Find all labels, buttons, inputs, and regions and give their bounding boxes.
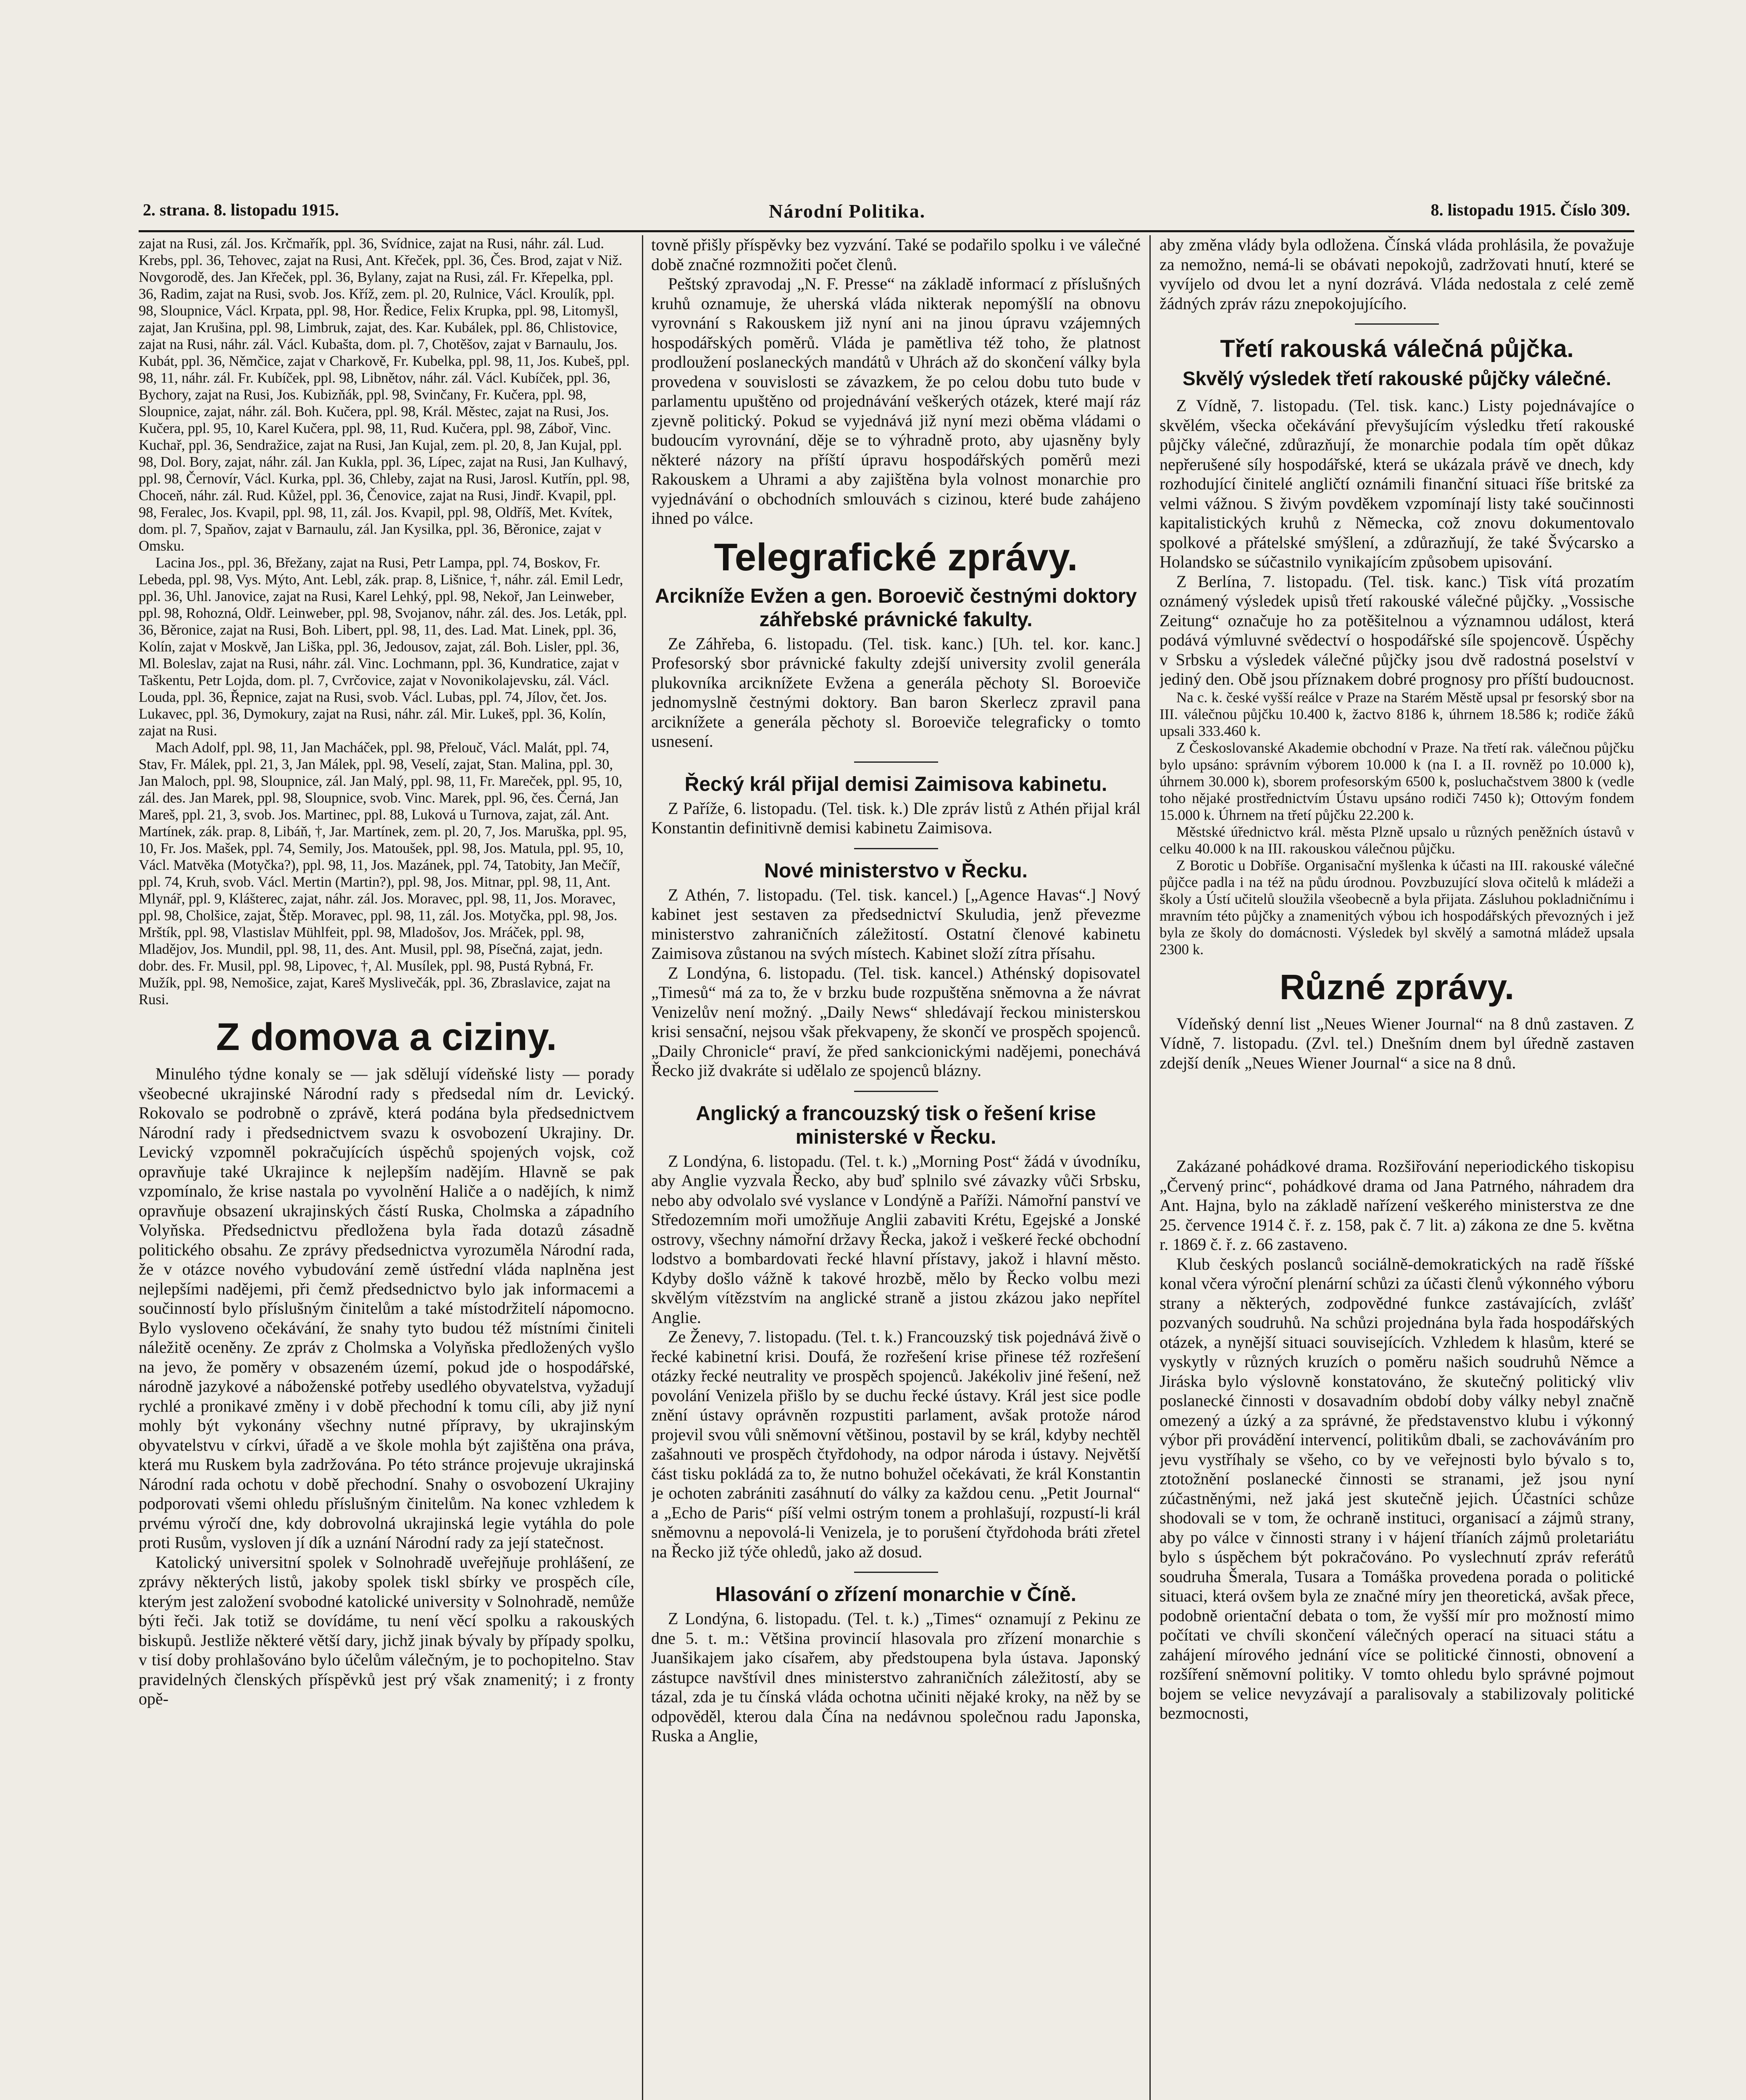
- article-paragraph: Katolický universitní spolek v Solnohradě uveřejňuje prohlášení, ze zprávy některých listů, jakoby spolek tiskl sbírky ve prospěch cíle, kterým jest založení svobodné katolické university v Solnohradě, nemůže býti řeči. Jak totiž se dovídáme, tu není věcí spolku a rakouských biskupů. Jestliže některé větší dary, jichž jinak bývaly by případy spolku, v tisí doby prohlašováno bylo účelům válečným, je to pochopitelno. Stav pravidelných členských příspěvků jest prý však znamenitý; i z fronty opě-: [139, 1552, 634, 1708]
- subheading-skvely-vysledek: Skvělý výsledek třetí rakouské půjčky válečné.: [1182, 368, 1612, 389]
- article-paragraph: Zakázané pohádkové drama. Rozšiřování neperiodického tiskopisu „Červený princ“, pohádkové drama od Jana Patrného, náhradem dra Ant. Hajna, bylo na základě nařízení veškerého ministerstva ze dne 25. července 1914 č. ř. z. 158, pak č. 7 lit. a) zákona ze dne 5. května r. 1869 č. ř. z. 66 zastaveno.: [1160, 1157, 1634, 1254]
- subscription-note: Městské úřednictvo král. města Plzně upsalo u různých peněžních ústavů v celku 40.000 k na III. rakouskou válečnou půjčku.: [1160, 823, 1634, 857]
- headline-cina: Hlasování o zřízení monarchie v Číně.: [715, 1583, 1076, 1606]
- casualty-list-m: Mach Adolf, ppl. 98, 11, Jan Macháček, ppl. 98, Přelouč, Václ. Malát, ppl. 74, Stav, Fr. Málek, ppl. 21, 3, Jan Málek, ppl. 98, Veselí, zajat, Stan. Malina, ppl. 30, Jan Maloch, ppl. 98, Sloupnice, zál. Jan Malý, ppl. 98, 11, Fr. Mareček, ppl. 95, 10, zál. des. Jan Marek, ppl. 98, Sloupnice, svob. Vinc. Marek, ppl. 96, čes. Černá, Jan Mareš, ppl. 21, 3, svob. Jos. Martinec, ppl. 88, Luková u Turnova, zajat, zál. Ant. Martínek, zák. prap. 8, Libáň, †, Jar. Martínek, zem. pl. 20, 7, Jos. Maruška, ppl. 95, 10, Fr. Jos. Mašek, ppl. 74, Semily, Jos. Matoušek, ppl. 98, Jos. Matula, ppl. 95, 10, Václ. Matvěka (Motyčka?), ppl. 98, 11, Jos. Mazánek, ppl. 74, Tatobity, Jan Mečíř, ppl. 74, Kruh, svob. Václ. Mertin (Martin?), ppl. 98, Jos. Mitnar, ppl. 98, 11, Ant. Mlynář, ppl. 9, Klášterec, zajat, náhr. zál. Jos. Moravec, ppl. 98, 11, Jos. Moravec, ppl. 98, Cholšice, zajat, Štěp. Moravec, ppl. 98, 11, zál. Jos. Motyčka, ppl. 98, Jos. Mrštík, ppl. 98, Vlastislav Mühlfeit, ppl. 98, Mladošov, Jos. Mráček, ppl. 98, Mladějov, Jos. Mundil, ppl. 98, 11, des. Ant. Musil, ppl. 98, Písečná, zajat, jedn. dobr. des. Fr. Musil, ppl. 98, Lipovec, †, Al. Musílek, ppl. 98, Pustá Rybná, Fr. Mužík, ppl. 98, Nemošice, zajat, Kareš Myslivečák, ppl. 36, Zbraslavice, zajat na Rusi.: [139, 739, 631, 1008]
- article-paragraph: Z Athén, 7. listopadu. (Tel. tisk. kancel.) [„Agence Havas“.] Nový kabinet jest sestaven za předsednictví Skuludia, jenž převezme ministerstvo zahraničních záležitostí. Ostatní členové kabinetu Zaimisova zůstanou na svých místech. Kabinet složí zítra přísahu.: [651, 885, 1141, 963]
- article-paragraph: Z Paříže, 6. listopadu. (Tel. tisk. k.) Dle zpráv listů z Athén přijal král Konstantin definitivně demisi kabinetu Zaimisova.: [651, 798, 1141, 837]
- subscription-note: Z Českoslovanské Akademie obchodní v Praze. Na třetí rak. válečnou půjčku bylo upsáno: správním výborem 10.000 k (na I. a II. rovněž po 10.000 k), úhrnem 30.000 k), sborem profesorským 6500 k, posluchačstvem 3800 k (vedle toho nějaké prostřednictvím Ústavu upsáno rodiči 7450 k); Ottovým fondem 15.000 k. Úhrnem na třetí půjčku 22.200 k.: [1160, 739, 1634, 823]
- subscription-note: Z Borotic u Dobříše. Organisační myšlenka k účasti na III. rakouské válečné půjčce padla i na též na půdu úrodnou. Povzbuzující slova očitelů k mládeži a školy a Ústí učitelů sloužila všeobecně a byla přijata. Zásluhou pokladničnímu i mravním této půjčky a znamenitých výbou ich hospodářských převozných i jež byla ze školy do domácnosti. Výsledek byl skvělý a samotná mládež upsala 2300 k.: [1160, 857, 1634, 958]
- article-paragraph: Peštský zpravodaj „N. F. Presse“ na základě informací z příslušných kruhů oznamuje, že uherská vláda nikterak nepomýšlí na obnovu vyrovnání s Rakouskem již nyní ani na jinou úpravu vzájemných hospodářských poměrů. Vláda je pamětliva též toho, že platnost prodloužení poslaneckých mandátů v Uhrách až do skončení války byla provedena v souvislosti se závazkem, že po celou dobu tuto bude v parlamentu upuštěno od projednávání veškerých otázek, které mají ráz zjevně politický. Pokud se vyjednává již nyní mezi oběma vládami o budoucím vyrovnání, děje se to výhradně proto, aby ujasněny byly některé názory na příští úpravu hospodářských poměrů mezi Rakouskem a Uhrami a aby zajištěna byla volnost monarchie pro vyjednávání o obchodních smlouvách s cizinou, které bude zahájeno ihned po válce.: [651, 274, 1141, 528]
- article-paragraph: Klub českých poslanců sociálně-demokratických na radě říšské konal včera výroční plenární schůzi za účasti členů výkonného výboru strany a některých, zodpovědné funkce zastávajících, zvlášť pozvaných soudruhů. Na schůzi projednána byla řada hospodářských otázek, a nynější situaci souvisejících. Vzhledem k hlasům, které se vyskytly v různých kruzích o poměru našich soudruhů Němce a Jiráska bylo výslovně konstatováno, že skutečný politický vliv poslanecké činnosti v dosavadním období doby války nebyl značně omezený a úzký a za správné, že představenstvo klubu i výkonný výbor při provádění intervencí, politikům dbali, se zachováváním pro jevu vystříhaly se všeho, co by ve veřejnosti bylo bývalo s to, ztotožnění poslanecké činnosti se stranami, jež jsou nyní zúčastněnými, než jaká jest skutečně jejich. Účastníci schůze shodovali se v tom, že ochraně instituci, organisací a zájmů strany, aby po válce v činnosti strany i v hájení tříaních zájmů proletariátu bylo s úspěchem být pokračováno. Po vyslechnutí zpráv referátů soudruha Šmerala, Tusara a Tomáška provedena porada o politické situaci, která ovšem byla ze značné míry jen theoretická, avšak přece, podobně orientační debata o tom, že vyšší mír pro možností mimo počítati ve chvíli skončení válečných operací na situaci státu a zahájení mírového jednání více se politické činnosti, obnovení a rozšíření sněmovní politiky. V tomto ohledu bylo správné pojmout bojem se velice nevyzávají a paralisovaly a stabilizovaly politické bezmocnosti,: [1160, 1254, 1634, 1722]
- headline-nove-ministerstvo: Nové ministerstvo v Řecku.: [764, 859, 1028, 882]
- masthead-title: Národní Politika.: [769, 200, 926, 222]
- headline-zaimis: Řecký král přijal demisi Zaimisova kabinetu.: [684, 773, 1107, 795]
- page-header: [139, 197, 1634, 227]
- section-heading-ruzne: Různé zprávy.: [1279, 967, 1515, 1007]
- article-paragraph: Z Londýna, 6. listopadu. (Tel. t. k.) „Times“ oznamují z Pekinu ze dne 5. t. m.: Většina provincií hlasovala pro zřízení monarchie s Juanšikajem jako císařem, aby předstoupena byla ústava. Japonský zástupce navštívil dnes ministerstvo zahraničních záležitostí, aby se tázal, zda je tu čínská vláda ochotna učiniti nějaké kroky, na něž by se odpověděl, kterou dala Čína na nedávnou společnou radu Japonska, Ruska a Anglie,: [651, 1609, 1141, 1745]
- article-paragraph: tovně přišly příspěvky bez vyzvání. Také se podařilo spolku i ve válečné době značné rozmnožiti počet členů.: [651, 235, 1141, 274]
- headline-boroevic: Arcikníže Evžen a gen. Boroevič čestnými doktory záhřebské právnické fakulty.: [655, 585, 1137, 631]
- column-3: [1160, 235, 1634, 2100]
- article-paragraph: Z Londýna, 6. listopadu. (Tel. tisk. kancel.) Athénský dopisovatel „Timesů“ má za to, že v brzku bude rozpuštěna sněmovna a že návrat Venizelův není možný. „Daily News“ shledávají řeckou ministerskou krisi sensační, nejsou však překvapeny, že skončí ve prospěch spojenců. „Daily Chronicle“ praví, že před sankcionickými nadějemi, ponechává Řecko již dvakráte si udělalo ze spojenců blázny.: [651, 963, 1141, 1080]
- short-rule: [854, 1091, 938, 1092]
- header-page-date: 2. strana. 8. listopadu 1915.: [143, 200, 339, 219]
- casualty-list-k: zajat na Rusi, zál. Jos. Krčmařík, ppl. 36, Svídnice, zajat na Rusi, náhr. zál. Lud. Krebs, ppl. 36, Tehovec, zajat na Rusi, Ant. Křeček, ppl. 36, Čes. Brod, zajat v Niž. Novgorodě, des. Jan Křeček, ppl. 36, Bylany, zajat na Rusi, zál. Fr. Křepelka, ppl. 36, Radim, zajat na Rusi, svob. Jos. Kříž, zem. pl. 20, Rulnice, Václ. Kroulík, ppl. 98, Sloupnice, Václ. Krpata, ppl. 98, Hor. Ředice, Felix Krupka, ppl. 98, Litomyšl, zajat, Jan Krušina, ppl. 98, Limbruk, zajat, des. Kar. Kubálek, ppl. 86, Chlistovice, zajat na Rusi, náhr. zál. Václ. Kubašta, dom. pl. 7, Chotěšov, zajat v Barnaulu, Jos. Kubát, ppl. 36, Němčice, zajat v Charkově, Fr. Kubelka, ppl. 98, 11, Jos. Kubeš, ppl. 98, 11, náhr. zál. Fr. Kubíček, ppl. 98, Libnětov, náhr. zál. Václ. Kubíček, ppl. 36, Bychory, zajat na Rusi, Jos. Kubizňák, ppl. 98, Svinčany, Fr. Kučera, ppl. 98, Sloupnice, zajat, náhr. zál. Boh. Kučera, ppl. 98, Král. Městec, zajat na Rusi, Jos. Kučera, ppl. 95, 10, Karel Kučera, ppl. 98, 11, Rud. Kučera, ppl. 98, Záboř, Vinc. Kuchař, ppl. 36, Sendražice, zajat na Rusi, Jan Kujal, zem. pl. 20, 8, Jan Kujal, ppl. 98, Dol. Bory, zajat, náhr. zál. Jan Kukla, ppl. 36, Lípec, zajat na Rusi, Jan Kulhavý, ppl. 98, Černovír, Václ. Kurka, ppl. 36, Chleby, zajat na Rusi, Jarosl. Kutřín, ppl. 98, Choceň, náhr. zál. Rud. Kůžel, ppl. 36, Čenovice, zajat na Rusi, Jindř. Kvapil, ppl. 98, Feralec, Jos. Kvapil, ppl. 98, 11, zál. Jos. Kvapil, ppl. 98, Oldříš, Met. Kvítek, dom. pl. 7, Spaňov, zajat v Barnaulu, zál. Jan Kysilka, ppl. 36, Běronice, zajat v Omsku.: [139, 235, 634, 554]
- article-paragraph: Vídeňský denní list „Neues Wiener Journal“ na 8 dnů zastaven. Z Vídně, 7. listopadu. (Zvl. tel.) Dnešním dnem byl úředně zastaven zdejší deník „Neues Wiener Journal“ a sice na 8 dnů.: [1160, 1014, 1634, 1072]
- article-paragraph: Ze Ženevy, 7. listopadu. (Tel. t. k.) Francouzský tisk pojednává živě o řecké kabinetní krisi. Doufá, že rozřešení krise přinese též rozřešení otázky řecké neutrality ve prospěch spojenců. Jakékoliv jiné řešení, než povolání Venizela přišlo by se duchu řecké ústavy. Král jest sice podle znění ústavy oprávněn rozpustiti parlament, avšak protože národ projevil svou vůli sněmovní většinou, postavil by se král, kdyby nechtěl zašahnouti ve prospěch čtyřdohody, na odpor národa i ústavy. Největší část tisku pokládá za to, že nutno bohužel očekávati, že král Konstantin je ochoten zabrániti zasáhnutí do války za každou cenu. „Petit Journal“ a „Echo de Paris“ píší velmi ostrým tonem a prohlašují, rozpustí-li král sněmovnu a nepovolá-li Venizela, je to porušení čtyřdohoda bráti zřetel na Řecko již týče ohledů, jako až dosud.: [651, 1327, 1141, 1561]
- column-separator: [642, 235, 643, 2100]
- header-issue-number: 8. listopadu 1915. Číslo 309.: [1430, 200, 1630, 219]
- article-paragraph: aby změna vlády byla odložena. Čínská vláda prohlásila, že považuje za nemožno, nemá-li se obávati nepokojů, zadržovati hnutí, které se vyvíjelo od dvou let a nyní dozrává. Vláda nedostala z celé země žádných zpráv rázu znepokojujícího.: [1160, 235, 1634, 313]
- section-heading-domova: Z domova a ciziny.: [216, 1016, 557, 1058]
- article-paragraph: Z Londýna, 6. listopadu. (Tel. t. k.) „Morning Post“ žádá v úvodníku, aby Anglie vyzvala Řecko, aby buď splnilo své závazky vůči Srbsku, nebo aby odvolalo své vyslance v Londýně a Paříži. Námořní panství ve Středozemním moři umožňuje Anglii zabaviti Krétu, Egejské a Jonské ostrovy, všechny námořní državy Řecka, jakož i veškeré řecké obchodní lodstvo a bombardovati řecké hlavní přístavy, jakož i hlavní město. Kdyby došlo vážně k takové hrozbě, mělo by Řecko volbu mezi skvělým vítězstvím na anglické straně a jistou zkázou jako nepřítel Anglie.: [651, 1151, 1141, 1327]
- short-rule: [854, 848, 938, 849]
- header-rule: [139, 230, 1634, 232]
- article-paragraph: Minulého týdne konaly se — jak sdělují vídeňské listy — porady všeobecné ukrajinské Národní rady s předsedal ním dr. Levický. Rokovalo se podrobně o zprávě, která podána byla předsednictvem Národní rady i předsednictvem svazu k osvobození Ukrajiny. Dr. Levický vzpomněl pokračujících úspěchů spojených vojsk, což opravňuje také Ukrajince k nejlepším nadějím. Hlavně se pak vzpomínalo, že krise nastala po vyvolnění Haliče a o nadějích, k nimž opravňuje obsazení ukrajinských částí Ruska, Cholmska a západního Volyňska. Předsednictvu předložena byla řada dotazů zásadně politického obsahu. Ze zprávy předsednictva vyrozuměla Národní rada, že v otázce nového vybudování země ústřední vláda naplněna jest nejlepšími nadějemi, při čemž předsednictvo bylo jak informacemi a součinností bylo příslušným činitelům a také místodržitelí nápomocno. Bylo vysloveno očekávání, že snahy tyto budou též místními činiteli náležitě oceněny. Ze zpráv z Cholmska a Volyňska předložených vyšlo na jevo, že poměry v obsazeném území, pokud jde o hospodářské, národně jazykové a náboženské potřeby usedlého obyvatelstva, vyžadují rychlé a pronikavé změny i v době přechodní k tomu cíli, aby již nyní mohly být vykonány všechny nutné přípravy, by ukrajinským obyvatelstvu v církvi, úřadě a ve škole mohla být zajištěna ona práva, která mu Ruskem byla zadržována. Po této stránce projevuje ukrajinská Národní rada ochotu v době přechodní. Snahy o osvobození Ukrajiny podporovati všemi ohledu příslušným činitelům. Na konec vzhledem k prvému výročí dne, kdy dobrovolná ukrajinská legie vytáhla do pole proti Rusům, vysloven jí dík a uznání Národní rady za její statečnost.: [139, 1064, 634, 1552]
- column-2: [651, 235, 1141, 2100]
- headline-anglicky-tisk: Anglický a francouzský tisk o řešení krise ministerské v Řecku.: [696, 1102, 1096, 1148]
- short-rule: [1355, 323, 1439, 325]
- short-rule: [854, 1572, 938, 1573]
- section-heading-telegraficke: Telegrafické zprávy.: [714, 536, 1078, 579]
- section-heading-pujcka: Třetí rakouská válečná půjčka.: [1220, 335, 1574, 362]
- column-1: [139, 235, 634, 2100]
- column-separator: [1149, 235, 1151, 2100]
- blank-gap: [1160, 1073, 1634, 1157]
- article-paragraph: Ze Záhřeba, 6. listopadu. (Tel. tisk. kanc.) [Uh. tel. kor. kanc.] Profesorský sbor právnické fakulty zdejší university zvolil generála plukovníka arciknížete Evžena a generála pěchoty Sl. Boroeviče jednomyslně čestnými doktory. Ban baron Skerlecz zpravil pana arciknížete a generála pěchoty sl. Boroeviče telegraficky o tomto usnesení.: [651, 634, 1141, 751]
- article-paragraph: Z Berlína, 7. listopadu. (Tel. tisk. kanc.) Tisk vítá prozatím oznámený výsledek upisů třetí rakouské válečné půjčky. „Vossische Zeitung“ označuje ho za potěšitelnou a významnou událost, která podává výmluvné svědectví o hospodářské síle spojencově. Úspěchy v Srbsku a výsledek válečné půjčky jsou dvě radostná poselství v jediný den. Obě jsou příznakem dobré prognosy pro příští budoucnost.: [1160, 572, 1634, 688]
- subscription-note: Na c. k. české vyšší reálce v Praze na Starém Městě upsal pr fesorský sbor na III. válečnou půjčku 10.400 k, žactvo 8186 k, úhrnem 18.586 k; rodiče žáků upsali 333.460 k.: [1160, 689, 1634, 739]
- short-rule: [854, 761, 938, 763]
- article-paragraph: Z Vídně, 7. listopadu. (Tel. tisk. kanc.) Listy pojednávajíce o skvělém, všecka očekávání převyšujícím výsledku třetí rakouské půjčky válečné, zdůrazňují, že monarchie podala tím opět důkaz nepřerušené síly hospodářské, která se ukázala právě ve dnech, kdy rozhodující činitelé angličtí oznámili finanční situaci říše britské za velmi vážnou. S živým povděkem vzpomínají listy také součinnosti kapitalistických kruhů z Německa, což znovu dokumentovalo spolkové a přátelské smýšlení, a zdůrazňují, že také Švýcarsko a Holandsko se súčastnilo vynikajícím způsobem upisování.: [1160, 396, 1634, 571]
- casualty-list-l: Lacina Jos., ppl. 36, Břežany, zajat na Rusi, Petr Lampa, ppl. 74, Boskov, Fr. Lebeda, ppl. 98, Vys. Mýto, Ant. Lebl, zák. prap. 8, Lišnice, †, náhr. zál. Emil Ledr, ppl. 36, Uhl. Janovice, zajat na Rusi, Karel Lehký, ppl. 98, Nekoř, Jan Leinweber, ppl. 98, Rohozná, Oldř. Leinweber, ppl. 98, Svojanov, náhr. zál. des. Jos. Leták, ppl. 36, Běronice, zajat na Rusi, Boh. Libert, ppl. 98, 11, des. Lad. Mat. Linek, ppl. 36, Kolín, zajat v Moskvě, Jan Liška, ppl. 36, Jedousov, zajat, zál. Boh. Lisler, ppl. 36, Ml. Boleslav, zajat na Rusi, náhr. zál. Vinc. Lochmann, ppl. 36, Kundratice, zajat v Taškentu, Petr Lojda, dom. pl. 7, Cvrčovice, zajat v Novonikolajevsku, zál. Václ. Louda, ppl. 36, Řepnice, zajat na Rusi, svob. Václ. Lubas, ppl. 74, Jílov, čet. Jos. Lukavec, ppl. 36, Dymokury, zajat na Rusi, náhr. zál. Mir. Lukeš, ppl. 36, Kolín, zajat na Rusi.: [139, 554, 631, 739]
